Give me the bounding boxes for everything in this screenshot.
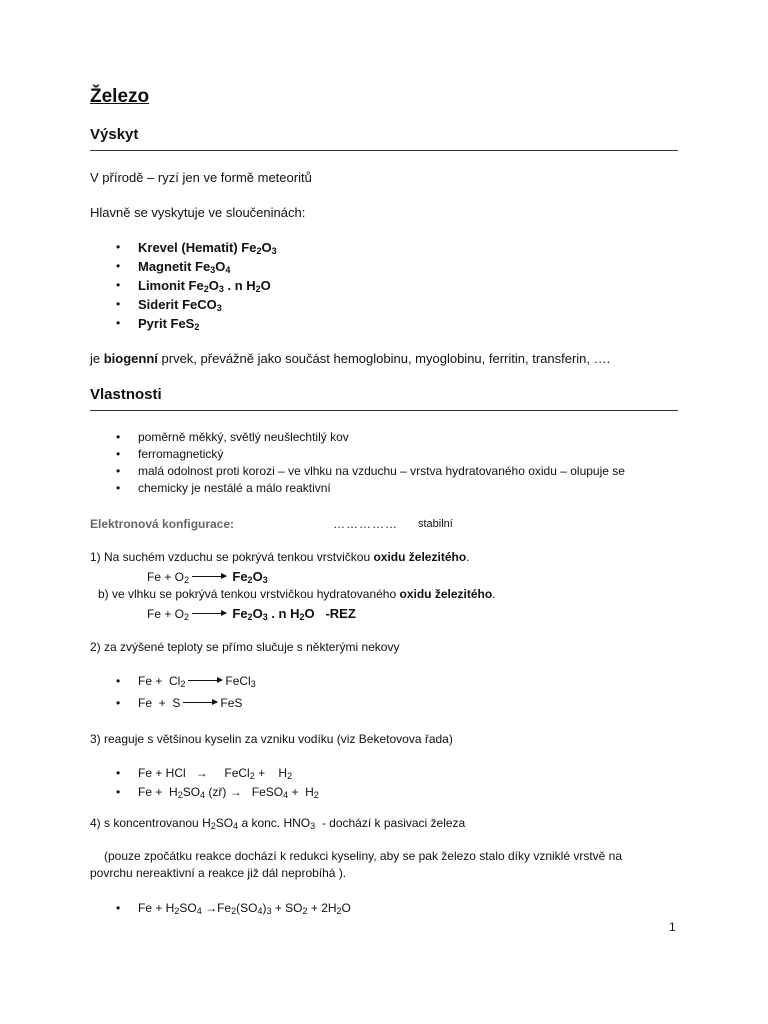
section-heading-vlastnosti: Vlastnosti: [90, 386, 162, 403]
reaction-4-note: (pouze zpočátku reakce dochází k redukci kyseliny, aby se pak železo stalo díky vzniklé vrstvě na: [104, 849, 623, 863]
list-item: Siderit FeCO$_3$: [138, 297, 222, 313]
list-item: ferromagnetický: [138, 447, 224, 461]
page-title: Železo: [90, 86, 150, 107]
list-bullet: •: [116, 316, 121, 330]
equation: $Fe + H_2SO_4$ (zř) → FeSO$_4$ + $H_2$: [138, 785, 319, 800]
config-label: Elektronová konfigurace:: [90, 517, 235, 531]
equation: $Fe + Cl_2$ FeCl$_3$: [138, 674, 256, 689]
paragraph: V přírodě – ryzí jen ve formě meteoritů: [90, 170, 312, 185]
paragraph: Hlavně se vyskytuje ve sloučeninách:: [90, 205, 306, 220]
list-bullet: •: [116, 766, 121, 780]
arrow-icon: [192, 613, 226, 614]
reaction-1: 1) Na suchém vzduchu se pokrývá tenkou vrstvičkou oxidu železitého.: [90, 550, 470, 564]
reaction-1b: b) ve vlhku se pokrývá tenkou vrstvičkou hydratovaného oxidu železitého.: [98, 587, 496, 601]
equation: $Fe + O_2$ $Fe_2O_3$ . n $H_2O$ -REZ: [147, 606, 356, 622]
list-bullet: •: [116, 259, 121, 273]
list-bullet: •: [116, 481, 121, 495]
list-bullet: •: [116, 240, 121, 254]
list-item: poměrně měkký, světlý neušlechtilý kov: [138, 430, 349, 444]
config-note: stabilní: [418, 518, 453, 530]
list-item: Limonit $Fe_2O_3$ . n $H_2O$: [138, 278, 271, 294]
list-item: malá odolnost proti korozi – ve vlhku na vzduchu – vrstva hydratovaného oxidu – olupuje se: [138, 464, 625, 478]
config-dots: ……………: [333, 517, 398, 531]
list-bullet: •: [116, 278, 121, 292]
list-bullet: •: [116, 464, 121, 478]
list-bullet: •: [116, 785, 121, 799]
section-rule: [90, 150, 678, 151]
arrow-icon: [192, 576, 226, 577]
arrow-icon: [188, 680, 222, 681]
page-number: 1: [669, 920, 676, 934]
list-bullet: •: [116, 696, 121, 710]
list-item: Pyrit FeS$_2$: [138, 316, 200, 332]
list-item: chemicky je nestálé a málo reaktivní: [138, 481, 331, 495]
reaction-4-note: povrchu nereaktivní a reakce již dál neprobíhá ).: [90, 866, 347, 880]
list-bullet: •: [116, 297, 121, 311]
equation: $Fe + O_2$ $Fe_2O_3$: [147, 569, 268, 585]
list-item: Krevel (Hematit) $Fe_2O_3$: [138, 240, 277, 256]
arrow-icon: [183, 702, 217, 703]
equation: Fe + HCl → FeCl$_2$ + $H_2$: [138, 766, 293, 781]
paragraph-biogenic: je biogenní prvek, převážně jako součást hemoglobinu, myoglobinu, ferritin, transferin, ….: [90, 351, 611, 366]
list-bullet: •: [116, 430, 121, 444]
reaction-3: 3) reaguje s většinou kyselin za vzniku vodíku (viz Beketovova řada): [90, 732, 453, 746]
equation: $Fe + H_2SO_4 \to Fe_2(SO_4)_3 + SO_2 + 2H_2O$: [138, 901, 351, 916]
section-heading-vyskyt: Výskyt: [90, 126, 139, 143]
equation: Fe + S FeS: [138, 696, 243, 710]
reaction-4: 4) s koncentrovanou $H_2SO_4$ a konc. $HNO_3$ - dochází k pasivaci železa: [90, 816, 466, 831]
list-bullet: •: [116, 674, 121, 688]
list-bullet: •: [116, 447, 121, 461]
reaction-2: 2) za zvýšené teploty se přímo slučuje s některými nekovy: [90, 640, 400, 654]
list-item: Magnetit $Fe_3O_4$: [138, 259, 231, 275]
section-rule: [90, 410, 678, 411]
list-bullet: •: [116, 901, 121, 915]
